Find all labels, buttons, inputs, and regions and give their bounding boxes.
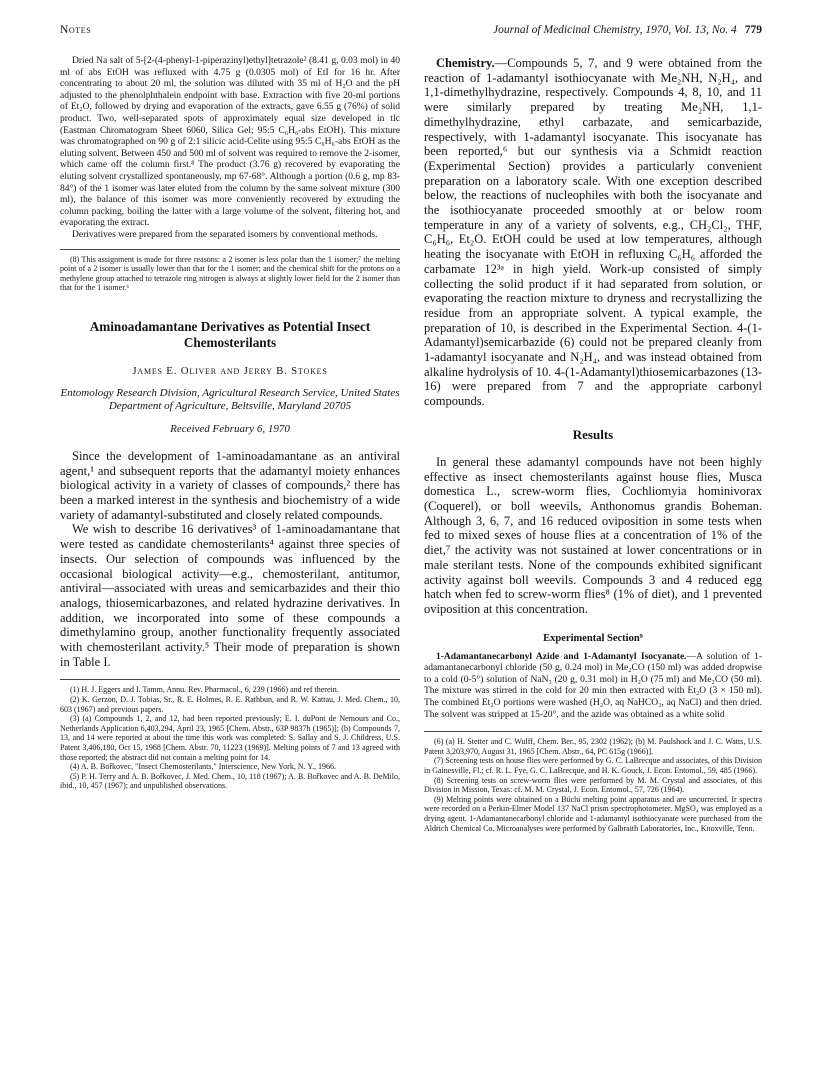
footnote-2: (2) K. Gerzon, D. J. Tobias, Sr., R. E. Holmes, R. E. Rathbun, and R. W. Kattau, J. Med. Chem., 10, 603 (1967) and previous papers. xyxy=(60,695,400,714)
footnote-6: (6) (a) H. Stetter and C. Wulff, Chem. Ber., 95, 2302 (1962); (b) M. Paulshock and J. C. Watts, U.S. Patent 3,203,970, August 31, 1965 [Chem. Abstr., 64, PC 615g (1966)]. xyxy=(424,737,762,756)
footnote-divider-2 xyxy=(60,679,400,680)
section-label: Notes xyxy=(60,24,92,36)
footnote-5: (5) P. H. Terry and A. B. Bořkovec, J. Med. Chem., 10, 118 (1967); A. B. Bořkovec and A. B. DeMilo, ibid., 10, 457 (1967); and unpublished observations. xyxy=(60,771,400,791)
journal-citation xyxy=(493,24,762,36)
article-title: Aminoadamantane Derivatives as Potential Insect Chemosterilants xyxy=(89,318,371,350)
footnote-9: (9) Melting points were obtained on a Büchi melting point apparatus and are uncorrected. Ir spectra were recorded on a Perkin-Elmer Model 137 NaCl prism spectrophotometer. MgSO₄ was employed as a drying agent. 1-Adamantanecarbonyl chloride and 1-adamantyl isothiocyanate were purchased from the Aldrich Chemical Co. Microanalyses were performed by Galbraith Laboratories, Inc., Knoxville, Tenn. xyxy=(424,794,762,833)
left-column xyxy=(60,56,400,791)
footnote-divider-3 xyxy=(424,731,762,732)
continued-paragraph: Dried Na salt of 5-[2-(4-phenyl-1-piperazinyl)ethyl]tetrazole² (8.41 g, 0.03 mol) in 40 ml of abs EtOH was refluxed with 4.75 g (0.0305 mol) of EtI for 16 hr. After concentrating to about 20 ml, the solution was diluted with 35 ml of H₂O and the pH adjusted to the phenolphthalein endpoint with base. Extraction with five 20-ml portions of Et₂O, followed by drying and evaporation of the extracts, gave 6.55 g (76%) of solid product. Two, well-separated spots of approximately equal size developed in tlc (Eastman Chromatogram Sheet 6060, Silica Gel; 95:5 C₆H₆-abs EtOH). This mixture was chromatographed on 90 g of 2:1 silicic acid-Celite using 95:5 C₆H₆-abs EtOH as the eluting solvent. Between 450 and 500 ml of solvent was required to remove the 2-isomer, which came off the column first.⁸ The product (3.76 g) recovered by evaporating the eluting solvent crystallized spontaneously, mp 67-68°. Although a portion (0.6 g, mp 83-84°) of the 1 isomer was later eluted from the column by the same solvent mixture (300 ml), the balance of this isomer was more conveniently recovered by extruding the column packing, boiling the latter with a large volume of the solvent, filtering hot, and evaporating the extract. xyxy=(60,56,400,229)
chemistry-paragraph xyxy=(424,56,762,409)
chemistry-label: Chemistry. xyxy=(436,56,495,70)
results-paragraph: In general these adamantyl compounds have not been highly effective as insect chemosterilants against house flies, Musca domestica L., screw-worm flies, Cochliomyia hominivorax (Coquerel), or boll weevils, Anthonomus grandis Boheman. Although 3, 6, 7, and 16 reduced oviposition in some tests when fed to mixed sexes of house flies at a concentration of 1% of the diet,⁷ the activity was not sustained at lower concentrations or in male sterilant tests. None of the compounds exhibited significant activity against boll weevils. Compounds 3 and 4 reduced egg hatch when fed to screw-worm flies⁸ (1% of diet), and 1 prevented oviposition at this concentration. xyxy=(424,454,762,616)
footnote-divider xyxy=(60,249,400,250)
received-date: Received February 6, 1970 xyxy=(170,422,290,435)
experimental-heading: Experimental Section⁹ xyxy=(543,632,643,644)
author-affiliation: Entomology Research Division, Agricultural Research Service, United States Department of Agriculture, Beltsville, Maryland 20705 xyxy=(60,386,400,412)
footnote-8: (8) This assignment is made for three reasons: a 2 isomer is less polar than the 1 isomer;⁷ the melting point of a 2 isomer is usually lower than that for the 1 isomer; and the chemical shift for the protons on a methylene group attached to tetrazole ring nitrogen is always at slightly lower field for the 2 isomer than that for the 1 isomer.⁶ xyxy=(60,254,400,293)
footnote-1: (1) H. J. Eggers and I. Tamm, Annu. Rev. Pharmacol., 6, 239 (1966) and ref therein. xyxy=(70,685,339,695)
journal-name: Journal of Medicinal Chemistry, 1970, Vol. 13, No. 4 xyxy=(493,24,737,36)
footnote-3: (3) (a) Compounds 1, 2, and 12, had been reported previously; E. I. duPont de Nemours and Co., Netherlands Application 6,403,294, April 23, 1965 [Chem. Abstr., 63P 9837h (1965)]; (b) Compounds 7, 13, and 14 were reported at about the time this work was completed: S. Sallay and S. J. Childress, U.S. Patent 3,406,180, Oct 15, 1968 [Chem. Abstr. 70, 11223 (1969)]. Melting points of 7 and 13 agreed with those reported; the abstract did not contain a melting point for 14. xyxy=(60,714,400,762)
continued-paragraph-2: Derivatives were prepared from the separated isomers by conventional methods. xyxy=(72,229,378,240)
footnote-4: (4) A. B. Bořkovec, "Insect Chemosterilants," Interscience, New York, N. Y., 1966. xyxy=(70,762,337,772)
experimental-text: —A solution of 1-adamantanecarbonyl chloride (50 g, 0.24 mol) in Me₂CO (150 ml) was added dropwise to a cold (0-5°) solution of NaN₃ (20 g, 0.31 mol) in H₂O (75 ml) and Me₂CO (50 ml). The mixture was stirred in the cold for 20 min then extracted with Et₂O (3 × 150 ml). The combined Et₂O portions were washed (H₂O, aq NaHCO₃, aq NaCl) and then dried. The solvent was stripped at 15-20°, and the azide was obtained as a white solid xyxy=(424,651,762,720)
results-heading: Results xyxy=(572,426,614,442)
footnote-7: (7) Screening tests on house flies were performed by G. C. LaBrecque and associates, of this Division in Gainesville, Fl.; cf. R. L. Fye, G. C. LaBrecque, and H. K. Gouck, J. Econ. Entomol., 59, 485 (1966). xyxy=(424,756,762,775)
experimental-paragraph xyxy=(424,652,762,722)
footnote-8-screening: (8) Screening tests on screw-worm flies were performed by M. M. Crystal and associates, of this Division in Mission, Texas: cf. M. M. Crystal, J. Econ. Entomol., 57, 726 (1964). xyxy=(424,775,762,795)
page-number: 779 xyxy=(744,24,762,36)
running-head xyxy=(60,24,762,42)
article-authors: James E. Oliver and Jerry B. Stokes xyxy=(132,364,328,377)
intro-paragraph-1: Since the development of 1-aminoadamantane as an antiviral agent,¹ and subsequent reports that the adamantyl moiety enhances biological activity in a variety of classes of compounds,² there has been a marked interest in the synthesis and biochemistry of a wide variety of adamantyl-substituted and closely related compounds. xyxy=(60,448,400,522)
chemistry-text: —Compounds 5, 7, and 9 were obtained from the reaction of 1-adamantyl isothiocyanate with Me₂NH, N₂H₄, and 1,1-dimethylhydrazine, respectively. Compounds 4, 8, 10, and 11 were similarly prepared by treating Me₂NH, 1,1-dimethylhydrazine, ethyl carbazate, and semicarbazide, respectively, with 1-adamantyl isocyanate. This isocyanate has been reported,⁶ but our synthesis via a Schmidt reaction (Experimental Section) provides a particularly convenient preparation on a laboratory scale. With one exception described below, the reactions of nucleophiles with both the isocyanate and the isothiocyanate proceeded smoothly at or below room temperature in any of a variety of solvents, e.g., CH₂Cl₂, THF, C₆H₆, Et₂O. EtOH could be used at low temperatures, although heating the isocyanate with EtOH in refluxing C₆H₆ afforded the carbamate 12³ᵃ in high yield. Work-up consisted of simply collecting the solid product if it had separated from solution, or evaporating the reaction mixture to dryness and recrystallizing the residue from an appropriate solvent. A typical example, the preparation of 10, is described in the Experimental Section. 4-(1-Adamantyl)semicarbazide (6) could not be prepared cleanly from 1-adamantyl isocyanate and N₂H₄, and was instead obtained from alkaline hydrolysis of 10. 4-(1-Adamantyl)thiosemicarbazones (13-16) were prepared from 7 and the appropriate carbonyl compounds. xyxy=(424,56,762,409)
right-column xyxy=(424,56,762,833)
experimental-lead: 1-Adamantanecarbonyl Azide and 1-Adamantyl Isocyanate. xyxy=(436,651,687,662)
intro-paragraph-2: We wish to describe 16 derivatives³ of 1-aminoadamantane that were tested as candidate chemosterilants⁴ against three species of insects. Our selection of compounds was influenced by the occasional biological activity—e.g., chemosterilant, antitumor, antiviral—associated with ureas and semicarbazides and their thio analogs, thiosemicarbazones, and related hydrazine derivatives. In addition, we incorporated into some of these compounds a dimethylamino group, another functionality frequently associated with chemosterilant activity.⁵ Their mode of preparation is shown in Table I. xyxy=(60,522,400,669)
